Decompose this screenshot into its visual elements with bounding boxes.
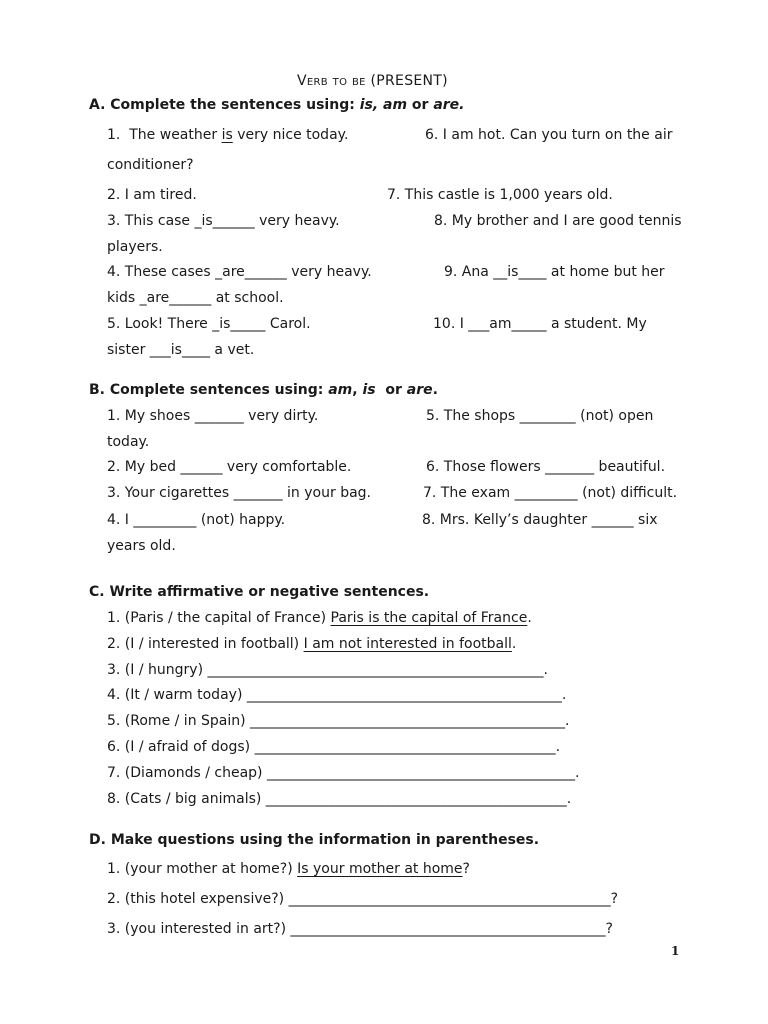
section-c-item-6: 6. (I / afraid of dogs) ___________________________________________. (107, 739, 561, 755)
page-title: Verb to be (PRESENT) (297, 73, 448, 89)
section-b-heading-text: B. Complete sentences using: (89, 382, 329, 398)
section-c-item-4: 4. (It / warm today) _____________________________________________. (107, 687, 567, 703)
section-a-item-8-line2: players. (107, 239, 163, 255)
section-a-item-6-line2: conditioner? (107, 157, 194, 173)
section-b-heading-comma: , (352, 382, 363, 398)
section-a-heading-last: are. (433, 97, 465, 113)
section-b-item-6: 6. Those flowers _______ beautiful. (426, 459, 666, 475)
section-a-item-2: 2. I am tired. (107, 187, 197, 203)
section-a-heading (89, 97, 465, 113)
section-b-item-8-line1: 8. Mrs. Kelly’s daughter ______ six (422, 512, 658, 528)
section-c-item-1 (107, 610, 532, 626)
section-c-item-3: 3. (I / hungry) ________________________________________________. (107, 662, 548, 678)
section-a-item-8-line1: 8. My brother and I are good tennis (434, 213, 682, 229)
section-a-item-4-line1: 4. These cases _are______ very heavy. (107, 264, 372, 280)
section-a-item-6-line1: 6. I am hot. Can you turn on the air (425, 127, 673, 143)
section-a-item-9: 9. Ana __is____ at home but her (444, 264, 665, 280)
item-prompt: 1. (your mother at home?) (107, 861, 298, 877)
section-b-item-3: 3. Your cigarettes _______ in your bag. (107, 485, 371, 501)
section-a-heading-words: is, am (359, 97, 408, 113)
section-b-item-1: 1. My shoes _______ very dirty. (107, 408, 319, 424)
item-prompt: 1. (Paris / the capital of France) (107, 610, 331, 626)
section-b-heading-are: are (406, 382, 433, 398)
section-b-item-4: 4. I _________ (not) happy. (107, 512, 286, 528)
item-prompt: 2. (I / interested in football) (107, 636, 304, 652)
section-a-item-4-line2: kids _are______ at school. (107, 290, 284, 306)
section-c-item-2 (107, 636, 516, 652)
section-c-item-8: 8. (Cats / big animals) ___________________________________________. (107, 791, 572, 807)
section-a-item-5-line2: sister ___is____ a vet. (107, 342, 255, 358)
section-b-heading-is: is (362, 382, 376, 398)
section-a-item-7: 7. This castle is 1,000 years old. (387, 187, 613, 203)
section-a-item-3: 3. This case _is______ very heavy. (107, 213, 340, 229)
section-b-heading-end: . (432, 382, 438, 398)
section-b-item-8-line2: years old. (107, 538, 176, 554)
section-a-item-1 (107, 127, 348, 143)
page-number: 1 (671, 944, 680, 958)
section-a-heading-or: or (407, 97, 434, 113)
item-end: . (511, 636, 517, 652)
item-suffix: very nice today. (232, 127, 349, 143)
section-d-item-3: 3. (you interested in art?) _____________________________________________? (107, 921, 613, 937)
section-b-item-7: 7. The exam _________ (not) difficult. (423, 485, 678, 501)
section-a-item-10: 10. I ___am_____ a student. My (433, 316, 647, 332)
section-c-item-5: 5. (Rome / in Spain) _____________________________________________. (107, 713, 570, 729)
section-d-item-2: 2. (this hotel expensive?) ______________________________________________? (107, 891, 619, 907)
item-end: . (527, 610, 532, 626)
section-c-heading: C. Write affirmative or negative sentences. (89, 584, 430, 600)
section-c-item-7: 7. (Diamonds / cheap) ____________________________________________. (107, 765, 580, 781)
section-b-heading-am: am (328, 382, 353, 398)
section-b-item-2: 2. My bed ______ very comfortable. (107, 459, 352, 475)
item-answer: Is your mother at home (297, 861, 463, 877)
section-d-item-1 (107, 861, 470, 877)
item-end: ? (462, 861, 470, 877)
item-answer: is (221, 127, 233, 143)
section-a-item-5-line1: 5. Look! There _is_____ Carol. (107, 316, 311, 332)
item-prompt: 1. The weather (107, 127, 222, 143)
section-b-item-5-line1: 5. The shops ________ (not) open (426, 408, 654, 424)
item-answer: I am not interested in football (303, 636, 512, 652)
section-d-heading: D. Make questions using the information in parentheses. (89, 832, 540, 848)
section-b-item-5-line2: today. (107, 434, 150, 450)
section-b-heading-or: or (375, 382, 407, 398)
section-b-heading (89, 382, 438, 398)
section-a-heading-text: A. Complete the sentences using: (89, 97, 360, 113)
item-answer: Paris is the capital of France (330, 610, 528, 626)
